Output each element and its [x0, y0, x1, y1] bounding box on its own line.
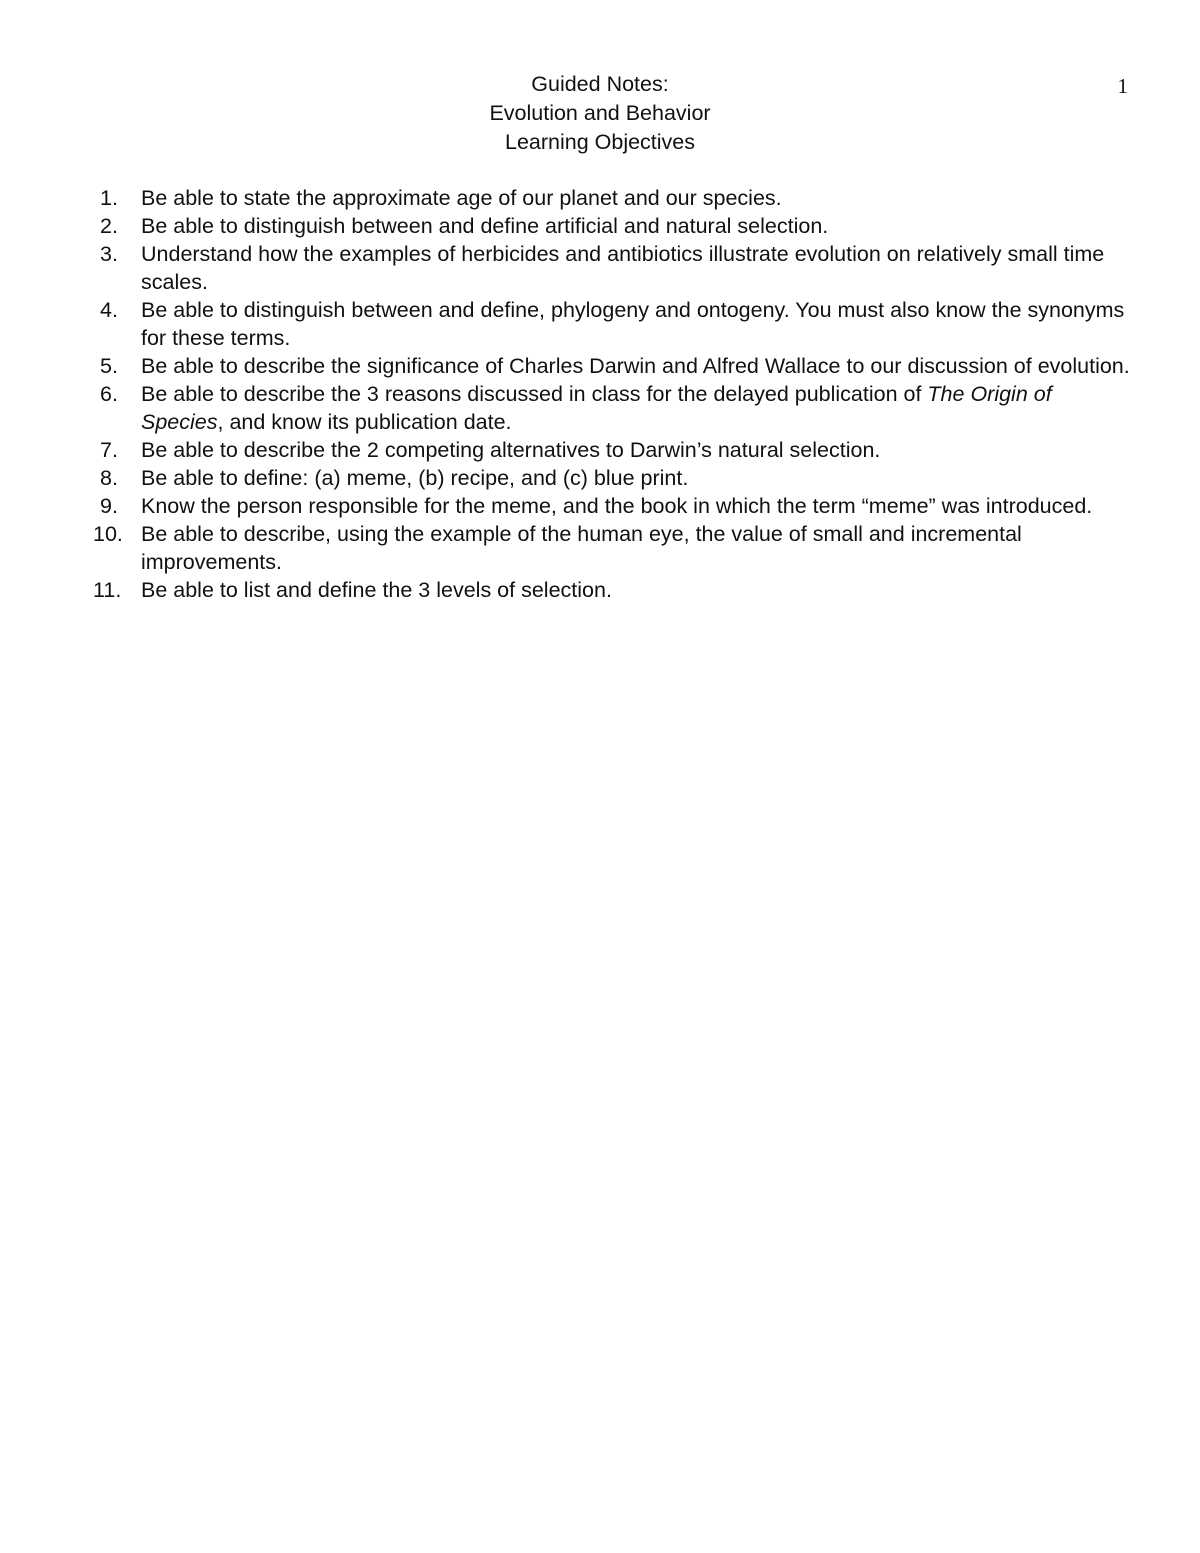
list-item-number: 8. — [100, 466, 118, 490]
list-item-number: 11. — [93, 578, 122, 602]
list-item-text: Be able to describe, using the example of the human eye, the value of small and incremental improvements. — [141, 522, 1022, 574]
list-item-text: Be able to describe the 2 competing alternatives to Darwin’s natural selection. — [141, 438, 881, 462]
list-item-text: Be able to distinguish between and define artificial and natural selection. — [141, 214, 829, 238]
list-item — [93, 520, 1140, 576]
header-title: Guided Notes: — [531, 72, 669, 96]
list-item — [100, 184, 1140, 212]
list-item-number: 5. — [100, 354, 118, 378]
list-item-text: Be able to define: (a) meme, (b) recipe, and (c) blue print. — [141, 466, 689, 490]
header-section: Learning Objectives — [504, 130, 696, 154]
list-item-number: 4. — [100, 298, 118, 322]
list-item — [100, 212, 1140, 240]
list-item — [93, 576, 1140, 604]
list-item-number: 7. — [100, 438, 118, 462]
list-item-number: 3. — [100, 242, 118, 266]
list-item-text: Be able to describe the significance of Charles Darwin and Alfred Wallace to our discussion of evolution. — [141, 354, 1130, 378]
list-item — [100, 352, 1140, 380]
learning-objectives-list — [93, 184, 1140, 604]
list-item-text: Know the person responsible for the meme, and the book in which the term “meme” was introduced. — [141, 494, 1093, 518]
list-item — [100, 380, 1140, 436]
list-item-number: 1. — [100, 186, 118, 210]
list-item — [100, 240, 1140, 296]
list-item-text: Be able to state the approximate age of our planet and our species. — [141, 186, 782, 210]
list-item-text: Understand how the examples of herbicides and antibiotics illustrate evolution on relatively small time scales. — [141, 242, 1105, 294]
list-item — [100, 492, 1140, 520]
list-item-number: 2. — [100, 214, 118, 238]
list-item-number: 10. — [93, 522, 123, 546]
list-item-text-before: Be able to describe the 3 reasons discussed in class for the delayed publication of — [141, 382, 928, 406]
header-subject: Evolution and Behavior — [489, 101, 711, 125]
list-item — [100, 296, 1140, 352]
list-item — [100, 464, 1140, 492]
page-number: 1 — [1117, 74, 1128, 98]
list-item-number: 6. — [100, 382, 118, 406]
list-item-text: Be able to list and define the 3 levels of selection. — [141, 578, 612, 602]
book-title: The Origin of Species — [141, 382, 1052, 434]
list-item — [100, 436, 1140, 464]
list-item-text-after: , and know its publication date. — [217, 410, 512, 434]
list-item-number: 9. — [100, 494, 118, 518]
document-header — [0, 70, 1200, 157]
list-item-text — [141, 382, 1052, 434]
list-item-text: Be able to distinguish between and define, phylogeny and ontogeny. You must also know the synonyms for these terms. — [141, 298, 1125, 350]
